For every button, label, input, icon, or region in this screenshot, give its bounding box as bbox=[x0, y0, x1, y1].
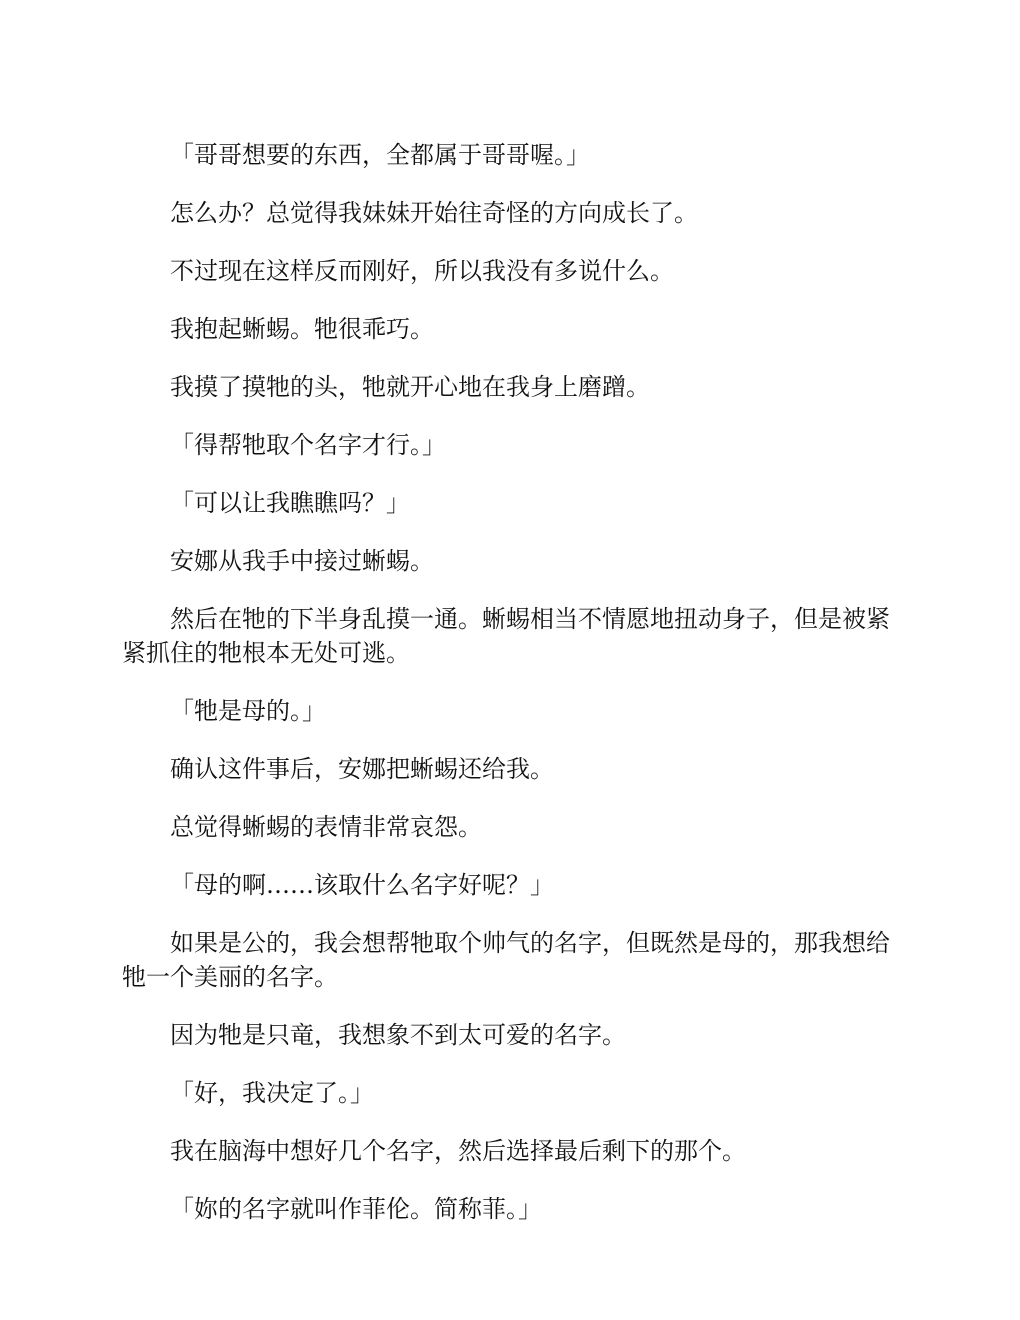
paragraph: 「牠是母的。」 bbox=[170, 697, 326, 725]
paragraph: 我摸了摸牠的头，牠就开心地在我身上磨蹭。 bbox=[170, 373, 650, 401]
paragraph: 我抱起蜥蜴。牠很乖巧。 bbox=[170, 315, 434, 343]
paragraph: 不过现在这样反而刚好，所以我没有多说什么。 bbox=[170, 257, 674, 285]
paragraph: 我在脑海中想好几个名字，然后选择最后剩下的那个。 bbox=[170, 1137, 746, 1165]
paragraph: 「可以让我瞧瞧吗？」 bbox=[170, 489, 410, 517]
paragraph: 怎么办？总觉得我妹妹开始往奇怪的方向成长了。 bbox=[170, 199, 698, 227]
paragraph: 因为牠是只竜，我想象不到太可爱的名字。 bbox=[170, 1021, 626, 1049]
paragraph: 安娜从我手中接过蜥蜴。 bbox=[170, 547, 434, 575]
paragraph: 然后在牠的下半身乱摸一通。蜥蜴相当不情愿地扭动身子，但是被紧紧抓住的牠根本无处可逃。 bbox=[122, 605, 890, 667]
paragraph: 总觉得蜥蜴的表情非常哀怨。 bbox=[170, 813, 482, 841]
paragraph: 「得帮牠取个名字才行。」 bbox=[170, 431, 446, 459]
paragraph: 「妳的名字就叫作菲伦。简称菲。」 bbox=[170, 1195, 542, 1223]
paragraph: 「好，我决定了。」 bbox=[170, 1079, 374, 1107]
paragraph: 「哥哥想要的东西，全都属于哥哥喔。」 bbox=[170, 141, 590, 169]
paragraph: 如果是公的，我会想帮牠取个帅气的名字，但既然是母的，那我想给牠一个美丽的名字。 bbox=[122, 929, 890, 991]
paragraph: 「母的啊……该取什么名字好呢？」 bbox=[170, 871, 554, 899]
body-text bbox=[122, 138, 898, 1250]
paragraph: 确认这件事后，安娜把蜥蜴还给我。 bbox=[170, 755, 554, 783]
